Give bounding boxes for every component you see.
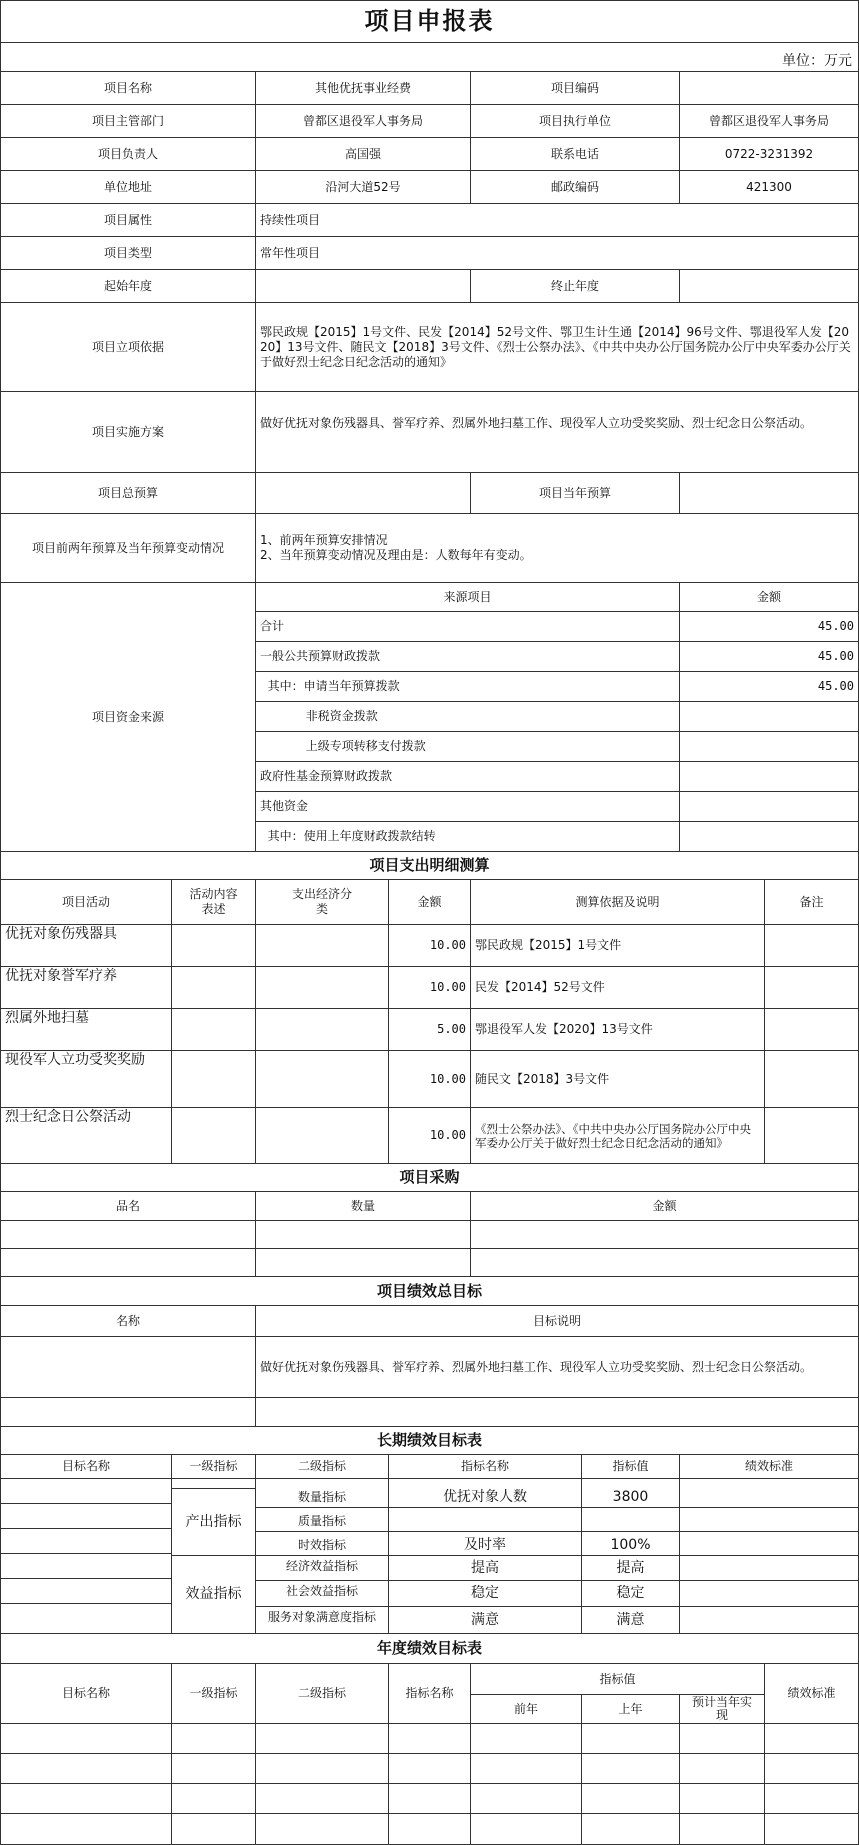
expense-row-category	[255, 966, 389, 1009]
an-header-standard: 绩效标准	[764, 1663, 859, 1724]
an-cell	[171, 1783, 256, 1814]
expense-header-basis: 测算依据及说明	[470, 879, 765, 925]
basis-label: 项目立项依据	[0, 302, 256, 392]
expense-row-note	[764, 924, 859, 967]
lt-header-ind-name: 指标名称	[388, 1454, 582, 1479]
annual-section-title: 年度绩效目标表	[0, 1633, 859, 1664]
lt-row-level2: 社会效益指标	[255, 1580, 389, 1607]
unit-label: 单位：万元	[0, 42, 859, 72]
fund-row-amount: 45.00	[679, 641, 859, 672]
expense-row-content	[171, 1008, 256, 1051]
lt-goal-name-cell	[0, 1503, 172, 1529]
lt-header-level2: 二级指标	[255, 1454, 389, 1479]
lt-row-ind-name: 优抚对象人数	[388, 1478, 582, 1508]
exec-unit-value: 曾都区退役军人事务局	[679, 104, 859, 138]
project-code-value	[679, 71, 859, 105]
an-cell	[764, 1813, 859, 1845]
lt-row-standard	[679, 1531, 859, 1556]
expense-row-note	[764, 1050, 859, 1108]
fund-row-source: 合计	[255, 611, 680, 642]
lt-row-level2: 经济效益指标	[255, 1555, 389, 1581]
an-cell	[388, 1753, 471, 1784]
page-title: 项目申报表	[0, 0, 859, 43]
expense-row-note	[764, 1107, 859, 1164]
zip-label: 邮政编码	[470, 170, 680, 204]
lt-row-level2: 服务对象满意度指标	[255, 1606, 389, 1634]
lt-goal-name-cell	[0, 1553, 172, 1579]
an-cell	[255, 1723, 389, 1754]
expense-row-basis: 鄂民政规【2015】1号文件	[470, 924, 765, 967]
purchase-row-amount	[470, 1220, 859, 1249]
exec-unit-label: 项目执行单位	[470, 104, 680, 138]
an-header-goal-name: 目标名称	[0, 1663, 172, 1724]
an-header-ind-value: 指标值	[470, 1663, 765, 1695]
lt-header-level1: 一级指标	[171, 1454, 256, 1479]
fund-row-source: 其中：申请当年预算拨款	[255, 671, 680, 702]
total-budget-label: 项目总预算	[0, 472, 256, 514]
an-cell	[0, 1813, 172, 1845]
project-name-label: 项目名称	[0, 71, 256, 105]
an-header-prev-year: 前年	[470, 1694, 582, 1724]
purchase-row-qty	[255, 1220, 471, 1249]
lt-row-ind-value: 3800	[581, 1478, 680, 1508]
goal-desc-value: 做好优抚对象伤残器具、誉军疗养、烈属外地扫墓工作、现役军人立功受奖奖励、烈士纪念日公祭活动。	[255, 1336, 859, 1398]
funds-amount-header: 金额	[679, 582, 859, 612]
expense-row-activity: 优抚对象伤残器具	[0, 924, 172, 967]
lt-row-ind-name: 稳定	[388, 1580, 582, 1607]
an-cell	[679, 1783, 765, 1814]
project-name-value: 其他优抚事业经费	[255, 71, 471, 105]
expense-row-basis: 鄂退役军人发【2020】13号文件	[470, 1008, 765, 1051]
year-budget-label: 项目当年预算	[470, 472, 680, 514]
an-cell	[255, 1813, 389, 1845]
owner-value: 高国强	[255, 137, 471, 171]
goal-extra-name	[0, 1397, 256, 1427]
an-cell	[470, 1723, 582, 1754]
expense-row-activity: 现役军人立功受奖奖励	[0, 1050, 172, 1108]
expense-header-content: 活动内容表述	[171, 879, 256, 925]
fund-row-amount: 45.00	[679, 671, 859, 702]
lt-row-ind-name: 满意	[388, 1606, 582, 1634]
start-year-label: 起始年度	[0, 269, 256, 303]
fund-row-source: 一般公共预算财政拨款	[255, 641, 680, 672]
long-term-section-title: 长期绩效目标表	[0, 1426, 859, 1455]
zip-value: 421300	[679, 170, 859, 204]
expense-header-amount: 金额	[388, 879, 471, 925]
budget-change-line-2: 2、当年预算变动情况及理由是：人数每年有变动。	[260, 548, 532, 562]
lt-output-indicator: 产出指标	[171, 1488, 256, 1556]
fund-row-amount	[679, 731, 859, 762]
basis-value: 鄂民政规【2015】1号文件、民发【2014】52号文件、鄂卫生计生通【2014】96号文件、鄂退役军人发【2020】13号文件、随民文【2018】3号文件、《烈士公祭办法》、《中共中央办公厅国务院办公厅中央军委办公厅关于做好烈士纪念日纪念活动的通知》	[255, 302, 859, 392]
an-cell	[388, 1783, 471, 1814]
an-header-expected: 预计当年实现	[679, 1694, 765, 1724]
end-year-label: 终止年度	[470, 269, 680, 303]
expense-row-basis: 随民文【2018】3号文件	[470, 1050, 765, 1108]
lt-row-ind-value: 满意	[581, 1606, 680, 1634]
goal-extra-desc	[255, 1397, 859, 1427]
purchase-header-qty: 数量	[255, 1191, 471, 1221]
start-year-value	[255, 269, 471, 303]
plan-value: 做好优抚对象伤残器具、誉军疗养、烈属外地扫墓工作、现役军人立功受奖奖励、烈士纪念日公祭活动。	[255, 391, 859, 473]
lt-row-ind-name: 提高	[388, 1555, 582, 1581]
fund-row-source: 其他资金	[255, 791, 680, 822]
an-cell	[255, 1783, 389, 1814]
an-cell	[255, 1753, 389, 1784]
an-cell	[0, 1753, 172, 1784]
an-cell	[581, 1723, 680, 1754]
lt-header-goal-name: 目标名称	[0, 1454, 172, 1479]
expense-row-amount: 10.00	[388, 924, 471, 967]
lt-row-standard	[679, 1478, 859, 1508]
lt-row-ind-value: 提高	[581, 1555, 680, 1581]
expense-row-content	[171, 966, 256, 1009]
an-cell	[470, 1753, 582, 1784]
expense-section-title: 项目支出明细测算	[0, 851, 859, 880]
phone-label: 联系电话	[470, 137, 680, 171]
budget-change-value	[255, 513, 859, 583]
expense-row-content	[171, 924, 256, 967]
budget-change-line-1: 1、前两年预算安排情况	[260, 533, 388, 547]
attr-value: 持续性项目	[255, 203, 859, 237]
owner-label: 项目负责人	[0, 137, 256, 171]
year-budget-value	[679, 472, 859, 514]
expense-row-amount: 10.00	[388, 966, 471, 1009]
goal-name-header: 名称	[0, 1305, 256, 1337]
expense-row-note	[764, 1008, 859, 1051]
lt-row-level2: 数量指标	[255, 1478, 389, 1508]
purchase-row-amount	[470, 1248, 859, 1277]
an-cell	[679, 1723, 765, 1754]
purchase-header-item: 品名	[0, 1191, 256, 1221]
purchase-row-item	[0, 1248, 256, 1277]
lt-row-standard	[679, 1555, 859, 1581]
fund-row-amount: 45.00	[679, 611, 859, 642]
lt-header-standard: 绩效标准	[679, 1454, 859, 1479]
expense-row-activity: 优抚对象誉军疗养	[0, 966, 172, 1009]
end-year-value	[679, 269, 859, 303]
fund-row-amount	[679, 821, 859, 852]
expense-header-category: 支出经济分类	[255, 879, 389, 925]
expense-row-category	[255, 1008, 389, 1051]
type-label: 项目类型	[0, 236, 256, 270]
dept-value: 曾都区退役军人事务局	[255, 104, 471, 138]
fund-row-source: 其中：使用上年度财政拨款结转	[255, 821, 680, 852]
purchase-row-qty	[255, 1248, 471, 1277]
purchase-header-amount: 金额	[470, 1191, 859, 1221]
address-label: 单位地址	[0, 170, 256, 204]
phone-value: 0722-3231392	[679, 137, 859, 171]
an-cell	[581, 1783, 680, 1814]
an-cell	[581, 1753, 680, 1784]
expense-header-note: 备注	[764, 879, 859, 925]
an-cell	[581, 1813, 680, 1845]
expense-row-content	[171, 1050, 256, 1108]
goal-desc-header: 目标说明	[255, 1305, 859, 1337]
lt-row-ind-name	[388, 1507, 582, 1532]
lt-row-ind-value	[581, 1507, 680, 1532]
lt-row-ind-value: 稳定	[581, 1580, 680, 1607]
an-cell	[0, 1783, 172, 1814]
lt-row-level2: 质量指标	[255, 1507, 389, 1532]
an-cell	[388, 1723, 471, 1754]
an-cell	[764, 1723, 859, 1754]
an-cell	[679, 1753, 765, 1784]
expense-row-activity: 烈属外地扫墓	[0, 1008, 172, 1051]
lt-goal-name-cell	[0, 1603, 172, 1634]
goal-name-value	[0, 1336, 256, 1398]
fund-row-amount	[679, 701, 859, 732]
expense-row-amount: 10.00	[388, 1107, 471, 1164]
funds-label: 项目资金来源	[0, 582, 256, 852]
type-value: 常年性项目	[255, 236, 859, 270]
an-cell	[470, 1813, 582, 1845]
fund-row-amount	[679, 761, 859, 792]
lt-benefit-indicator: 效益指标	[171, 1555, 256, 1634]
expense-row-basis: 民发【2014】52号文件	[470, 966, 765, 1009]
expense-header-activity: 项目活动	[0, 879, 172, 925]
an-cell	[0, 1723, 172, 1754]
goal-section-title: 项目绩效总目标	[0, 1276, 859, 1306]
budget-change-label: 项目前两年预算及当年预算变动情况	[0, 513, 256, 583]
expense-row-category	[255, 1107, 389, 1164]
lt-row-ind-name: 及时率	[388, 1531, 582, 1556]
lt-goal-name-cell	[0, 1478, 172, 1504]
an-cell	[470, 1783, 582, 1814]
an-cell	[171, 1753, 256, 1784]
an-cell	[764, 1783, 859, 1814]
lt-header-ind-value: 指标值	[581, 1454, 680, 1479]
purchase-section-title: 项目采购	[0, 1163, 859, 1192]
expense-row-basis: 《烈士公祭办法》、《中共中央办公厅国务院办公厅中央军委办公厅关于做好烈士纪念日纪念活动的通知》	[470, 1107, 765, 1164]
lt-row-standard	[679, 1507, 859, 1532]
address-value: 沿河大道52号	[255, 170, 471, 204]
fund-row-amount	[679, 791, 859, 822]
purchase-row-item	[0, 1220, 256, 1249]
expense-row-note	[764, 966, 859, 1009]
project-code-label: 项目编码	[470, 71, 680, 105]
an-cell	[388, 1813, 471, 1845]
fund-row-source: 上级专项转移支付拨款	[255, 731, 680, 762]
lt-goal-name-cell	[0, 1528, 172, 1554]
expense-row-content	[171, 1107, 256, 1164]
an-header-level1: 一级指标	[171, 1663, 256, 1724]
funds-source-header: 来源项目	[255, 582, 680, 612]
fund-row-source: 非税资金拨款	[255, 701, 680, 732]
an-header-ind-name: 指标名称	[388, 1663, 471, 1724]
an-cell	[764, 1753, 859, 1784]
an-header-last-year: 上年	[581, 1694, 680, 1724]
an-cell	[171, 1813, 256, 1845]
plan-label: 项目实施方案	[0, 391, 256, 473]
expense-row-amount: 10.00	[388, 1050, 471, 1108]
an-cell	[679, 1813, 765, 1845]
lt-goal-name-cell	[0, 1578, 172, 1604]
attr-label: 项目属性	[0, 203, 256, 237]
lt-row-standard	[679, 1606, 859, 1634]
lt-row-standard	[679, 1580, 859, 1607]
dept-label: 项目主管部门	[0, 104, 256, 138]
expense-row-activity: 烈士纪念日公祭活动	[0, 1107, 172, 1164]
an-header-level2: 二级指标	[255, 1663, 389, 1724]
lt-row-level2: 时效指标	[255, 1531, 389, 1556]
expense-row-category	[255, 924, 389, 967]
fund-row-source: 政府性基金预算财政拨款	[255, 761, 680, 792]
expense-row-amount: 5.00	[388, 1008, 471, 1051]
an-cell	[171, 1723, 256, 1754]
total-budget-value	[255, 472, 471, 514]
lt-row-ind-value: 100%	[581, 1531, 680, 1556]
expense-row-category	[255, 1050, 389, 1108]
